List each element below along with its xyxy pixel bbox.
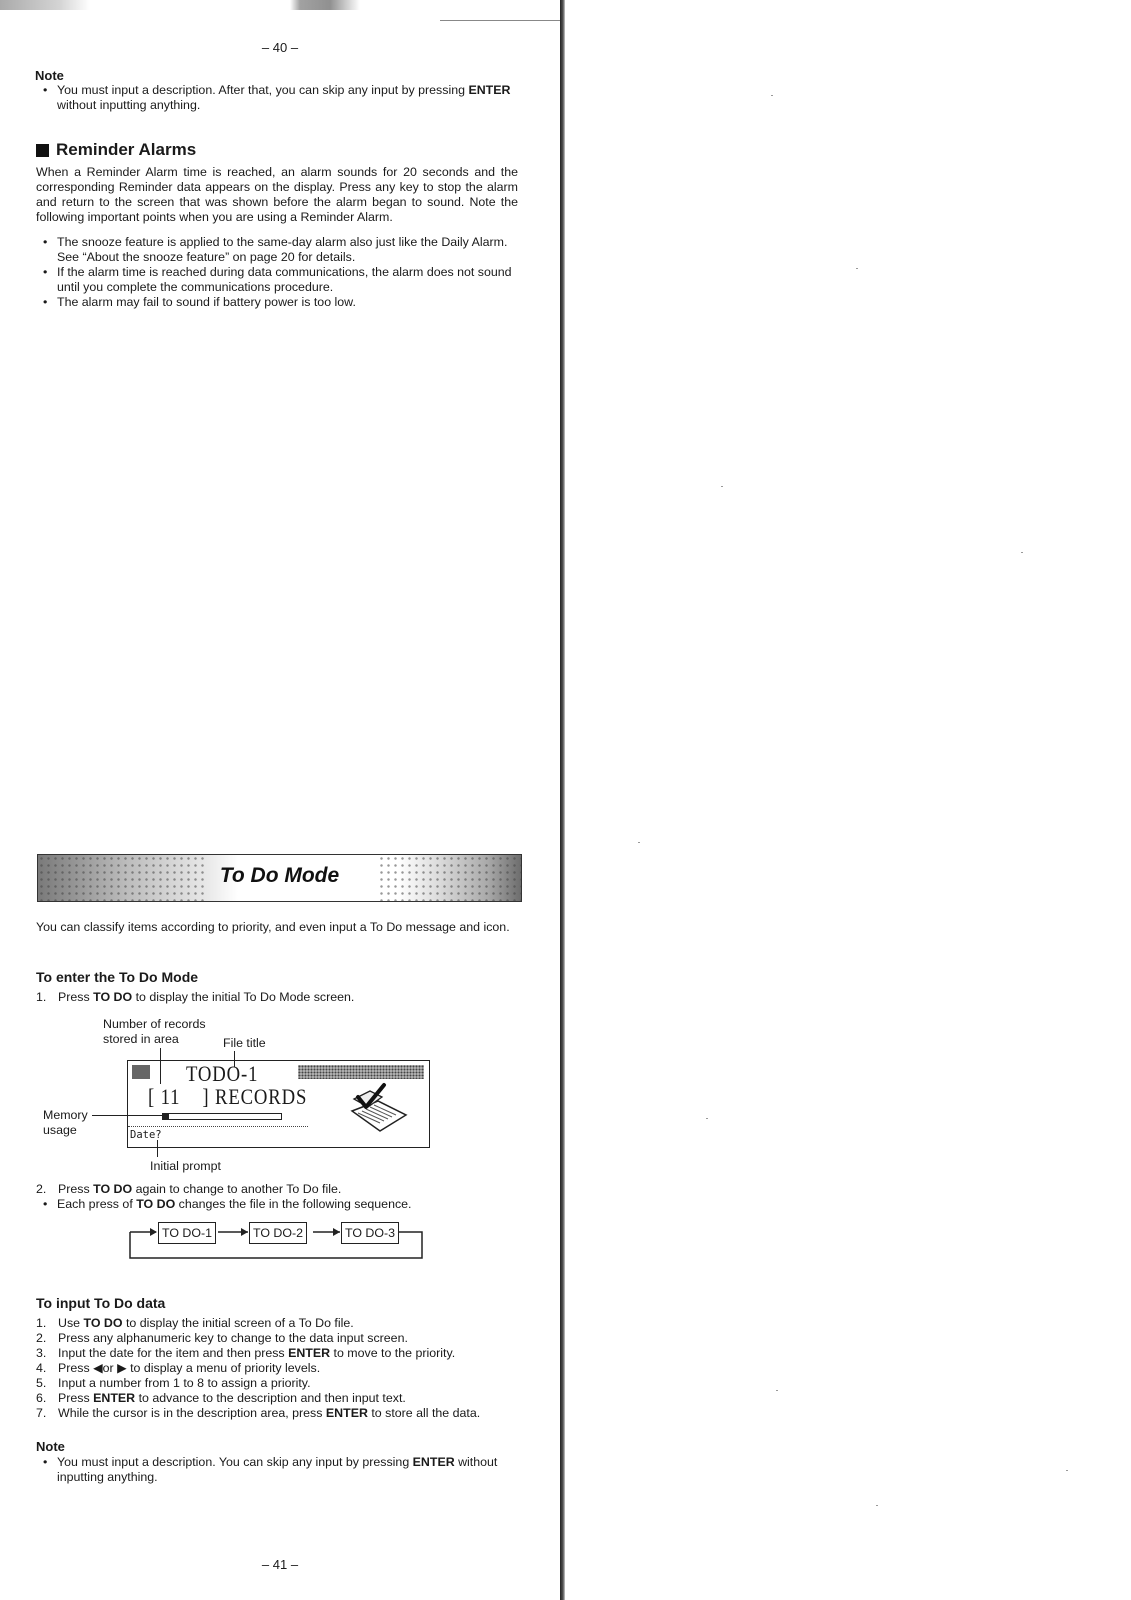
banner-title: To Do Mode (219, 864, 340, 887)
reminder-paragraph: When a Reminder Alarm time is reached, an alarm sounds for 20 seconds and the corresponding Reminder data appears on the display. Press any key to stop the alarm and return to the screen that was shown before the alarm began to sound. Note the following important points when you are using a Reminder Alarm. (36, 165, 518, 224)
enter-steps-2 (36, 1182, 536, 1197)
todo-mode-banner (37, 854, 522, 902)
scan-edge-artifact (0, 0, 560, 10)
step-item: 6. Press ENTER to advance to the description and then input text. (36, 1391, 406, 1405)
lcd-pattern-block (298, 1065, 424, 1079)
step-item: 3. Input the date for the item and then press ENTER to move to the priority. (36, 1346, 456, 1360)
list-item: • If the alarm time is reached during data communications, the alarm does not sound until you complete the communications procedure. (36, 265, 518, 295)
pointer-file-title (234, 1051, 235, 1067)
pointer-records (160, 1048, 161, 1084)
step-item: 7. While the cursor is in the description area, press ENTER to store all the data. (36, 1406, 481, 1420)
section-title-reminder-alarms: Reminder Alarms (36, 140, 196, 160)
reminder-bullets (36, 235, 518, 310)
note-heading: Note (35, 68, 64, 83)
list-item: • The alarm may fail to sound if battery power is too low. (36, 295, 518, 310)
sequence-box: TO DO-3 (341, 1222, 399, 1244)
step-item: 1. Use TO DO to display the initial screen of a To Do file. (36, 1316, 354, 1330)
step-item: 2. Press any alphanumeric key to change to the data input screen. (36, 1331, 408, 1345)
page-gutter-shadow (560, 0, 565, 1600)
sequence-box: TO DO-1 (158, 1222, 216, 1244)
lcd-screen (127, 1060, 430, 1148)
note-heading-2: Note (36, 1439, 65, 1454)
todo-checkmark-icon (348, 1081, 412, 1137)
label-records-line1: Number of records (103, 1017, 206, 1031)
pointer-memory (92, 1115, 162, 1116)
list-item: • The snooze feature is applied to the same-day alarm also just like the Daily Alarm. See “About the snooze feature” on page 20 for details. (36, 235, 518, 265)
input-steps (36, 1316, 536, 1421)
lcd-indicator-block (132, 1065, 150, 1079)
note-list (36, 83, 518, 113)
label-memory-line1: Memory (43, 1108, 88, 1122)
note-list-2 (36, 1455, 518, 1485)
step-item: 1. Press TO DO to display the initial To Do Mode screen. (36, 990, 355, 1004)
memory-usage-bar (162, 1113, 282, 1120)
step-item: 2. Press TO DO again to change to another To Do file. (36, 1182, 342, 1196)
page-number-top: – 40 – (261, 40, 299, 55)
page-number-bottom: – 41 – (261, 1557, 299, 1572)
sequence-note (36, 1197, 518, 1212)
heading-enter-todo: To enter the To Do Mode (36, 969, 199, 985)
label-initial-prompt: Initial prompt (150, 1159, 221, 1173)
heading-input-todo: To input To Do data (36, 1295, 166, 1311)
enter-steps-1 (36, 990, 536, 1005)
scan-edge-line (440, 20, 565, 21)
note-bullet: • You must input a description. After that, you can skip any input by pressing ENTER without inputting anything. (36, 83, 518, 113)
pointer-prompt (157, 1140, 158, 1157)
list-item: • Each press of TO DO changes the file in the following sequence. (36, 1197, 518, 1212)
step-item: 5. Input a number from 1 to 8 to assign a priority. (36, 1376, 311, 1390)
square-bullet-icon (36, 144, 49, 157)
lcd-dotted-divider (128, 1126, 308, 1127)
sequence-box: TO DO-2 (249, 1222, 307, 1244)
memory-usage-fill (163, 1114, 169, 1119)
label-file-title: File title (223, 1036, 266, 1050)
todo-intro: You can classify items according to priority, and even input a To Do message and icon. (36, 920, 510, 934)
lcd-records: [ 11 ] RECORDS (148, 1084, 308, 1109)
label-records-line2: stored in area (103, 1032, 179, 1046)
label-memory-line2: usage (43, 1123, 77, 1137)
step-item: 4. Press ◀or ▶ to display a menu of priority levels. (36, 1361, 321, 1375)
note-bullet: • You must input a description. You can skip any input by pressing ENTER without inputting anything. (36, 1455, 518, 1485)
blank-facing-page (566, 0, 1131, 1600)
lcd-prompt: Date? (130, 1129, 162, 1141)
lcd-file-title: TODO-1 (186, 1061, 259, 1086)
